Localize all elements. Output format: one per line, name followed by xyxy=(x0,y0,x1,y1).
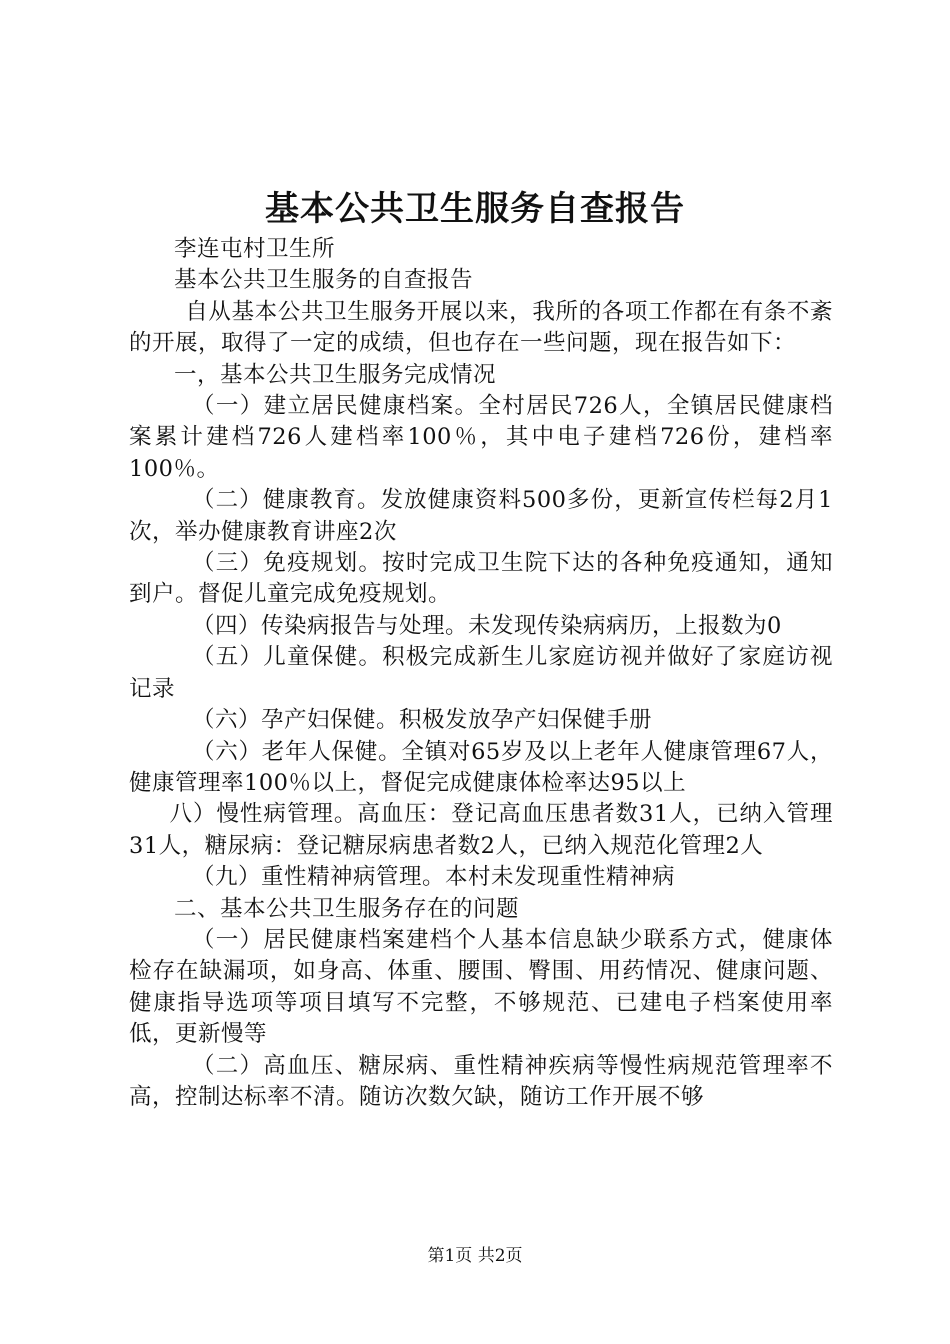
paragraph-intro: 自从基本公共卫生服务开展以来，我所的各项工作都在有条不紊的开展，取得了一定的成绩，但也存在一些问题，现在报告如下： xyxy=(129,298,833,357)
paragraph-clinic-name: 李连屯村卫生所 xyxy=(174,236,336,262)
section-heading-1: 一，基本公共卫生服务完成情况 xyxy=(174,361,497,388)
paragraph-item: （六）老年人保健。全镇对65岁及以上老年人健康管理67人，健康管理率100％以上，督促完成健康体检率达95以上 xyxy=(129,738,833,796)
paragraph-item: （九）重性精神病管理。本村未发现重性精神病 xyxy=(192,864,676,891)
paragraph-item: （二）高血压、糖尿病、重性精神疾病等慢性病规范管理率不高，控制达标率不清。随访次数欠缺，随访工作开展不够 xyxy=(129,1052,833,1110)
paragraph-report-subtitle: 基本公共卫生服务的自查报告 xyxy=(174,267,474,294)
paragraph-item: （一）建立居民健康档案。全村居民726人，全镇居民健康档案累计建档726人建档率100％，其中电子建档726份，建档率100％。 xyxy=(129,393,833,482)
paragraph-item: 八）慢性病管理。高血压：登记高血压患者数31人，已纳入管理31人，糖尿病：登记糖尿病患者数2人，已纳入规范化管理2人 xyxy=(129,801,833,859)
document-body xyxy=(129,234,833,1113)
page-number-footer: 第1页 共2页 xyxy=(427,1246,523,1266)
paragraph-item: （二）健康教育。发放健康资料500多份，更新宣传栏每2月1次，举办健康教育讲座2次 xyxy=(129,487,833,545)
paragraph-item: （四）传染病报告与处理。未发现传染病病历，上报数为0 xyxy=(192,612,782,639)
paragraph-item: （五）儿童保健。积极完成新生儿家庭访视并做好了家庭访视记录 xyxy=(129,644,833,702)
section-heading-2: 二、基本公共卫生服务存在的问题 xyxy=(174,895,520,922)
paragraph-item: （六）孕产妇保健。积极发放孕产妇保健手册 xyxy=(192,707,653,734)
document-title: 基本公共卫生服务自查报告 xyxy=(265,189,685,229)
paragraph-item: （一）居民健康档案建档个人基本信息缺少联系方式，健康体检存在缺漏项，如身高、体重、腰围、臀围、用药情况、健康问题、健康指导选项等项目填写不完整，不够规范、已建电子档案使用率低，更新慢等 xyxy=(129,926,833,1048)
paragraph-item: （三）免疫规划。按时完成卫生院下达的各种免疫通知，通知到户。督促儿童完成免疫规划。 xyxy=(129,550,833,608)
